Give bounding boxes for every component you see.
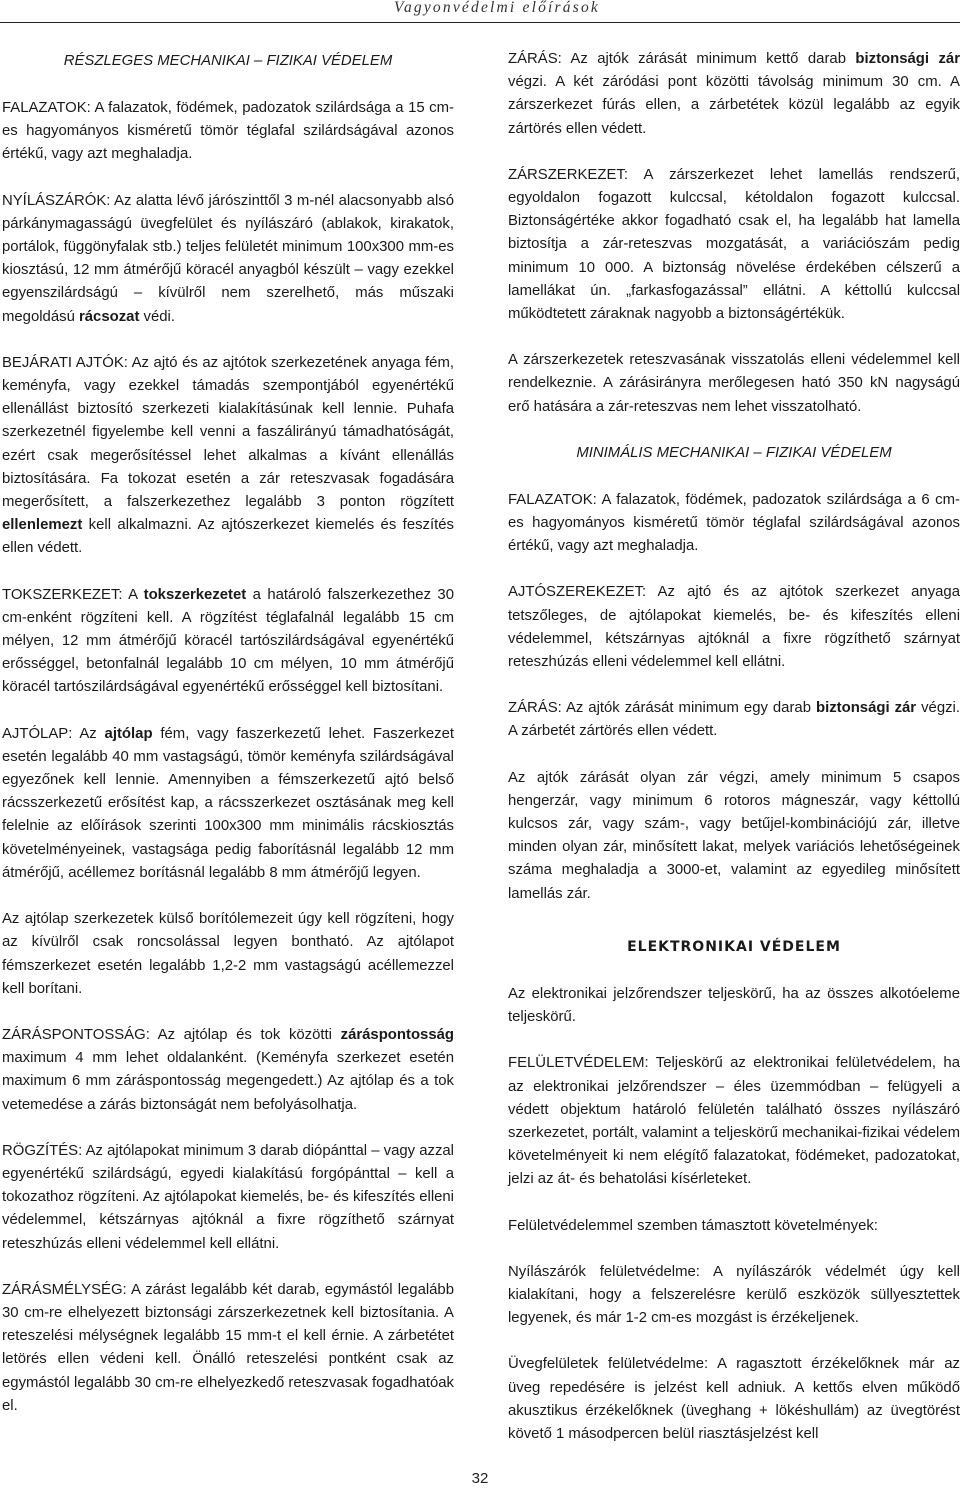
paragraph-text: Nyílászárók felületvédelme: A nyílászárók védelmét úgy kell kialakítani, hogy a felszerelésre kerülő eszközök süllyesztettek legyenek, és már 1-2 cm-es mozgást is érzékeljenek.: [508, 1263, 960, 1327]
paragraph-text: kell alkalmazni. Az ajtószerkezet kiemelés és feszítés ellen védett.: [2, 517, 454, 557]
paragraph-text: TOKSZERKEZET: A: [2, 586, 144, 603]
paragraph-text: a határoló falszerkezethez 30 cm-enként rögzíteni kell. A rögzítést téglafalnál legalább 15 cm mélyen, 12 mm átmérőjű köracél tartószilárdságával egyenértékű erősséggel, betonfalnál legalább 10 cm mélyen, 10 mm átmérőjű köracél tartószilárdságával egyenértékű erősséggel kell biztosítani.: [2, 586, 454, 696]
minimal-paragraphs: [508, 489, 960, 906]
paragraph: [2, 1140, 454, 1256]
paragraph-text: ZÁRSZERKEZET: A zárszerkezet lehet lamellás rendszerű, egyoldalon fogazott kulccsal, kétoldalon fogazott kulccsal. Biztonságértéke akkor fogadható csak el, ha legalább hat lamella biztosítja a zár-reteszvas mozgatását, a variációszám pedig minimum 10 000. A biztonság növelése érdekében célszerű a lamellákat ún. „farkasfogazással” ellátni. A kéttollú kulccsal működtetett záraknak nagyobb a biztonságértékük.: [508, 166, 960, 323]
paragraph-text: FELÜLETVÉDELEM: Teljeskörű az elektronikai felületvédelem, ha az elektronikai jelzőrendszer – éles üzemmódban – felügyeli a védett objektum határoló felületén található összes nyílászáró szerkezetet, portált, valamint a teljeskörű mechanikai-fizikai védelem követelményeit ki nem elégítő falazatokat, födémeket, padozatokat, jelzi az át- és behatolási kísérleteket.: [508, 1055, 960, 1188]
paragraph-text: A zárszerkezetek reteszvasának visszatolás elleni védelemmel kell rendelkeznie. A zárásirányra merőlegesen ható 350 kN nagyságú erő hatására a zár-reteszvas nem lehet visszatolható.: [508, 352, 960, 415]
right-column: [508, 48, 960, 1469]
paragraph: [508, 164, 960, 326]
paragraph-text: AJTÓLAP: Az: [2, 725, 105, 742]
paragraph: [508, 983, 960, 1029]
paragraph-text: Üvegfelületek felületvédelme: A ragasztott érzékelőknek már az üveg repedésére is jelzést kell adniuk. A kettős elven működő akusztikus érzékelőknek (üveghang + lökéshullám) az üvegtörést követő 1 másodpercen belül riasztásjelzést kell: [508, 1356, 960, 1442]
paragraph: [508, 767, 960, 906]
paragraph-text: Felületvédelemmel szemben támasztott követelmények:: [508, 1217, 878, 1234]
paragraph: [508, 581, 960, 674]
paragraph: [508, 1052, 960, 1191]
paragraph-text: FALAZATOK: A falazatok, födémek, padozatok szilárdsága a 6 cm-es hagyományos kisméretű tömör téglafal szilárdságával azonos értékű, vagy azt meghaladja.: [508, 491, 960, 555]
paragraph: [508, 1353, 960, 1446]
paragraph: [2, 352, 454, 561]
paragraph-text: ZÁRÁS: Az ajtók zárását minimum kettő darab: [508, 51, 856, 67]
paragraph: [2, 1024, 454, 1117]
bold-term: záráspontosság: [340, 1026, 454, 1043]
paragraph: [508, 349, 960, 419]
left-paragraphs: [2, 97, 454, 1418]
bold-term: ajtólap: [104, 725, 153, 742]
bold-term: ellenlemezt: [2, 517, 83, 534]
section-heading-electronic: ELEKTRONIKAI VÉDELEM: [627, 938, 841, 955]
bold-term: tokszerkezetet: [143, 586, 247, 603]
paragraph-text: védi.: [139, 308, 175, 325]
paragraph: [2, 190, 454, 329]
header-title: Vagyonvédelmi előírások: [394, 0, 600, 16]
paragraph-text: Az ajtók zárását olyan zár végzi, amely minimum 5 csapos hengerzár, vagy minimum 6 rotoros mágneszár, vagy kéttollú kulcsos zár, vagy szám-, vagy betűjel-kombinációjú zár, illetve minden olyan zár, minősített lakat, melyek variációs lehetőségeinek száma meghaladja a 3000-et, valamint az egyedileg minősített lamellás zár.: [508, 769, 960, 902]
paragraph-text: Az elektronikai jelzőrendszer teljeskörű, ha az összes alkotóeleme teljeskörű.: [508, 985, 960, 1026]
right-top-paragraphs: [508, 48, 960, 419]
page-number: [0, 1470, 960, 1487]
paragraph-text: ZÁRÁS: Az ajtók zárását minimum egy darab: [508, 700, 816, 717]
paragraph: [2, 908, 454, 1001]
paragraph-text: ZÁRÁSMÉLYSÉG: A zárást legalább két darab, egymástól legalább 30 cm-re elhelyezett biztonsági zárszerkezetnek kell biztosítania. A reteszelési mélységnek legalább 15 mm-t el kell érnie. A zárbetétet letörés ellen védeni kell. Önálló reteszelési pontként csak az egymástól legalább 30 cm-re elhelyezkedő reteszvasak fogadhatóak el.: [2, 1281, 454, 1414]
paragraph-text: ZÁRÁSPONTOSSÁG: Az ajtólap és tok közötti: [2, 1026, 341, 1043]
bold-term: rácsozat: [78, 308, 140, 325]
paragraph-text: fém, vagy faszerkezetű lehet. Faszerkezet esetén legalább 40 mm vastagságú, tömör keményfa szilárdságával egyezőnek kell lennie. Amennyiben a fémszerkezetű ajtó belső rácsszerkezetű erősítést kap, a rácsszerkezet osztásának meg kell felelnie az előírások szerinti 100x300 mm minimális rácskiosztás követelményeinek, vastagsága pedig faborításnál legalább 12 mm átmérőjű, acéllemez borításnál legalább 8 mm átmérőjű legyen.: [2, 725, 455, 881]
bold-term: biztonsági zár: [855, 51, 960, 67]
bold-term: biztonsági zár: [815, 700, 917, 717]
paragraph-text: FALAZATOK: A falazatok, födémek, padozatok szilárdsága a 15 cm-es hagyományos kisméretű tömör téglafal szilárdságával azonos értékű, vagy azt meghaladja.: [2, 100, 454, 163]
paragraph-text: BEJÁRATI AJTÓK: Az ajtó és az ajtótok szerkezetének anyaga fém, keményfa, vagy ezekkel támadás szempontjából egyenértékű ellenállást biztosító szerkezeti kialakításúnak kell lennie. Puhafa szerkezetnél figyelembe kell venni a faszálirányú támadhatóságát, ezért csak megerősítéssel lehet alkalmas a kívánt ellenállás biztosítására. Fa tokozat esetén a zár reteszvasak fogadására megerősített, a falszerkezethez legalább 3 ponton rögzített: [2, 354, 454, 511]
paragraph: [2, 97, 454, 167]
paragraph: [508, 48, 960, 141]
paragraph: [2, 1279, 454, 1418]
paragraph-text: végzi. A zárbetét zártörés ellen védett.: [508, 700, 960, 740]
paragraph-text: maximum 4 mm lehet oldalanként. (Keményfa szerkezet esetén maximum 6 mm záráspontosság megengedett.) Az ajtólap és a tok vetemedése a zárás biztonságát nem befolyásolhatja.: [2, 1050, 454, 1113]
running-header: [0, 0, 960, 23]
paragraph: [2, 723, 454, 885]
electronic-paragraphs: [508, 983, 960, 1446]
paragraph-text: NYÍLÁSZÁRÓK: Az alatta lévő járószinttől 3 m-nél alacsonyabb alsó párkánymagasságú üvegfelület és nyílászáró (ablakok, kirakatok, portálok, függönyfalak stb.) teljes felületét minimum 100x300 mm-es kiosztású, 12 mm átmérőjű köracél anyagból készült – vagy ezekkel egyenszilárdságú – kívülről nem szerelhető, más műszaki megoldású: [2, 192, 454, 325]
paragraph: [508, 1215, 960, 1238]
section-heading-partial: RÉSZLEGES MECHANIKAI – FIZIKAI VÉDELEM: [63, 53, 393, 69]
left-column: [2, 48, 454, 1441]
paragraph-text: Az ajtólap szerkezetek külső borítólemezeit úgy kell rögzíteni, hogy az kívülről csak roncsolással legyen bontható. Az ajtólapot fémszerkezet esetén legalább 1,2-2 mm vastagságú acéllemezzel kell borítani.: [2, 911, 454, 997]
paragraph-text: RÖGZÍTÉS: Az ajtólapokat minimum 3 darab diópánttal – vagy azzal egyenértékű szilárdságú, egyedi kialakítású forgópánttal – kell a tokozathoz rögzíteni. Az ajtólapokat kiemelés, be- és kifeszítés elleni védelemmel, kétszárnyas ajtóknál a fixre rögzíthető szárnyat reteszhúzás elleni védelemmel kell ellátni.: [2, 1142, 454, 1252]
paragraph: [2, 584, 454, 700]
paragraph: [508, 489, 960, 559]
section-heading-minimal: MINIMÁLIS MECHANIKAI – FIZIKAI VÉDELEM: [576, 444, 892, 461]
paragraph: [508, 1261, 960, 1331]
paragraph: [508, 697, 960, 743]
page-number-text: 32: [471, 1470, 489, 1487]
paragraph-text: AJTÓSZEREKEZET: Az ajtó és az ajtótok szerkezet anyaga tetszőleges, de ajtólapokat kiemelés, be- és kifeszítés elleni védelemmel, kétszárnyas ajtóknál a fixre rögzíthető szárnyat reteszhúzás elleni védelemmel kell ellátni.: [508, 584, 960, 671]
paragraph-text: végzi. A két záródási pont közötti távolság minimum 30 cm. A zárszerkezet fúrás ellen, a zárbetétek közül legalább az egyik zártörés ellen védett.: [508, 74, 960, 137]
